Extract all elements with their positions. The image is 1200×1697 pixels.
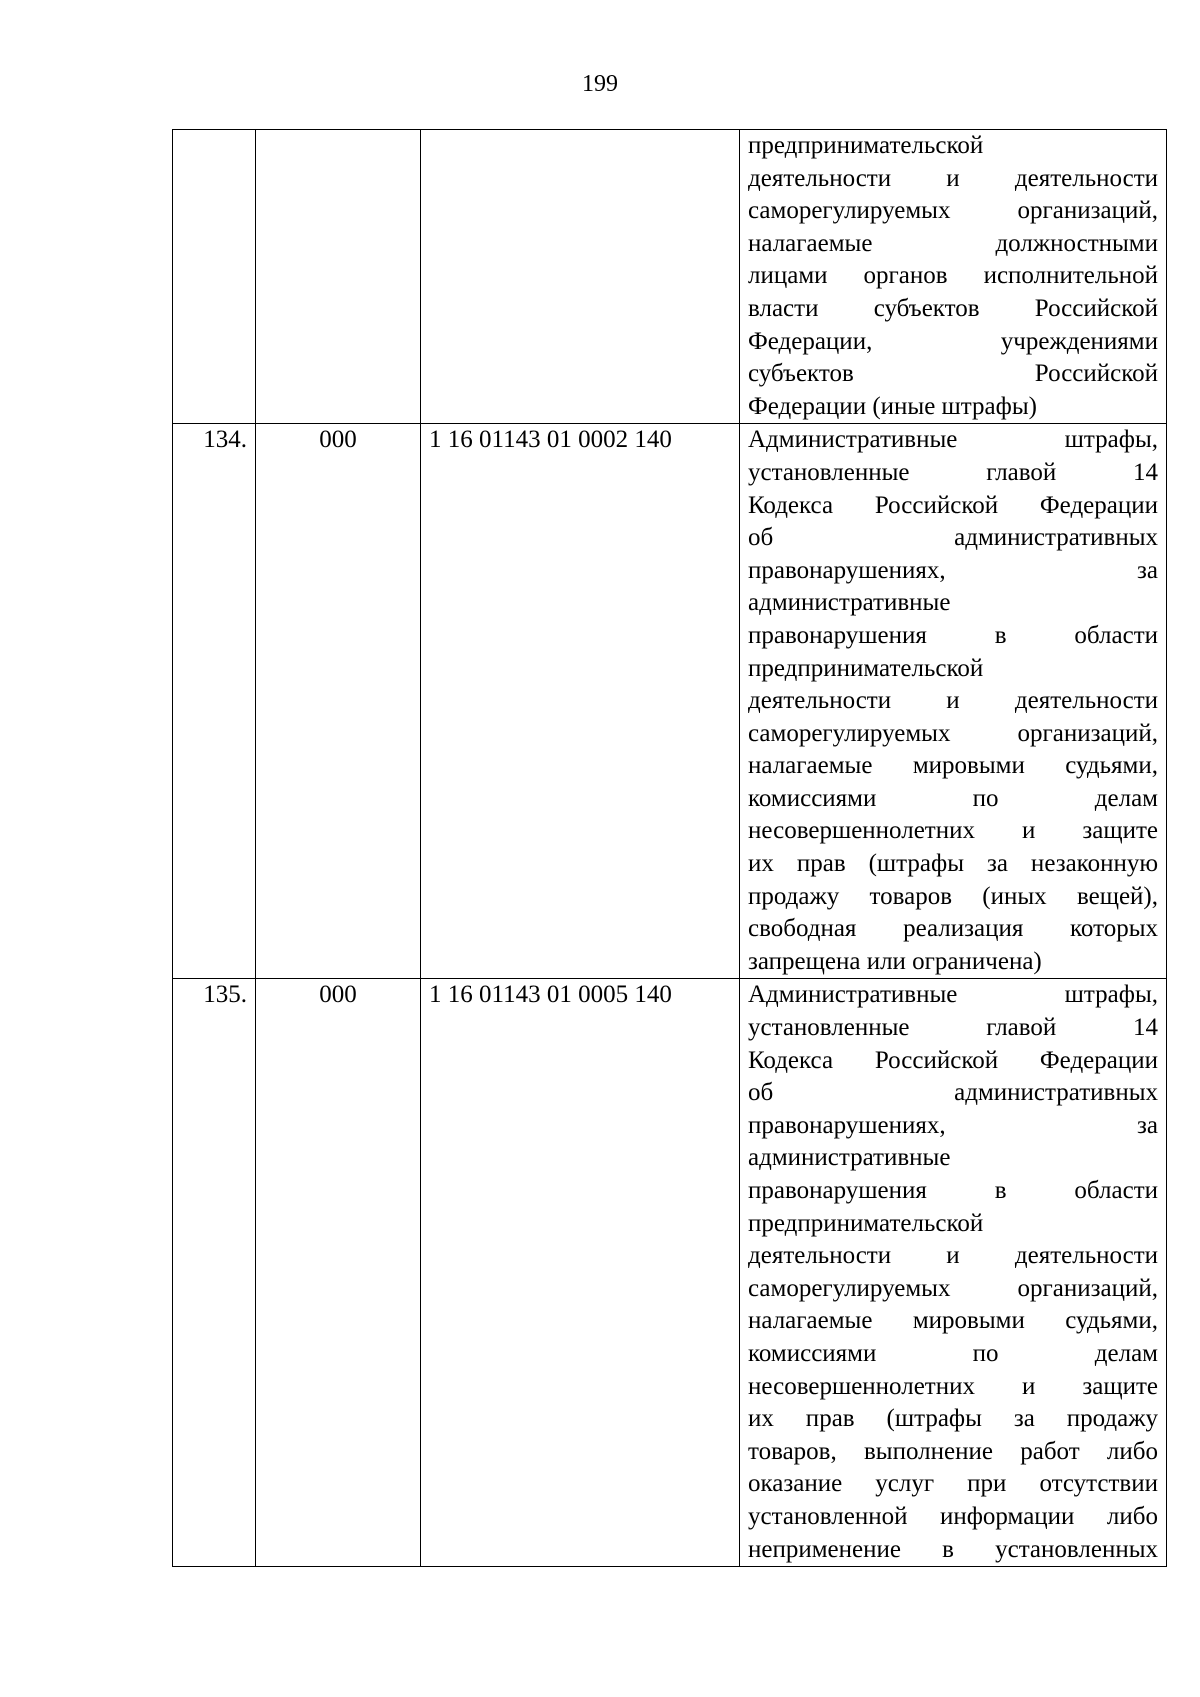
kbk-code-cell: 1 16 01143 01 0002 140	[421, 424, 740, 979]
description-line: саморегулируемых организаций,	[748, 719, 1158, 747]
description-line: запрещена или ограничена)	[748, 947, 1042, 975]
description-line: установленной информации либо	[748, 1502, 1158, 1530]
description-line: административные	[748, 1144, 951, 1172]
description-line: об административных	[748, 1079, 1158, 1107]
description-line: правонарушениях, за	[748, 1111, 1158, 1139]
description-line: установленные главой 14	[748, 1014, 1158, 1042]
description-line: продажу товаров (иных вещей),	[748, 882, 1158, 910]
admin-code-cell: 000	[256, 424, 421, 979]
description-line: предпринимательской	[748, 654, 984, 682]
table-row	[173, 424, 1167, 979]
description-line: Административные штрафы,	[748, 981, 1158, 1009]
description-line: Кодекса Российской Федерации	[748, 491, 1158, 519]
row-number-cell: 135.	[173, 979, 256, 1567]
description-line: их прав (штрафы за незаконную	[748, 850, 1158, 878]
description-line: Федерации (иные штрафы)	[748, 392, 1037, 420]
description-line: лицами органов исполнительной	[748, 262, 1158, 290]
description-line: налагаемые должностными	[748, 229, 1158, 257]
row-number-cell: 134.	[173, 424, 256, 979]
kbk-code-cell: 1 16 01143 01 0005 140	[421, 979, 740, 1567]
description-line: правонарушения в области	[748, 621, 1158, 649]
description-line: комиссиями по делам	[748, 784, 1158, 812]
admin-code-cell	[256, 130, 421, 424]
description-cell	[740, 424, 1167, 979]
description-line: деятельности и деятельности	[748, 687, 1158, 715]
description-line: несовершеннолетних и защите	[748, 817, 1158, 845]
description-line: налагаемые мировыми судьями,	[748, 1307, 1158, 1335]
page-number: 199	[582, 71, 618, 97]
budget-codes-table	[172, 129, 1167, 1567]
kbk-code-cell	[421, 130, 740, 424]
description-line: товаров, выполнение работ либо	[748, 1437, 1158, 1465]
description-line: Федерации, учреждениями	[748, 327, 1158, 355]
table-row	[173, 979, 1167, 1567]
description-line: административные	[748, 589, 951, 617]
description-line: деятельности и деятельности	[748, 164, 1158, 192]
table-body	[173, 130, 1167, 1567]
description-line: субъектов Российской	[748, 360, 1158, 388]
description-line: комиссиями по делам	[748, 1339, 1158, 1367]
description-cell	[740, 979, 1167, 1567]
description-line: предпринимательской	[748, 1209, 984, 1237]
description-line: правонарушениях, за	[748, 556, 1158, 584]
description-line: несовершеннолетних и защите	[748, 1372, 1158, 1400]
admin-code-cell: 000	[256, 979, 421, 1567]
description-cell	[740, 130, 1167, 424]
description-line: свободная реализация которых	[748, 915, 1158, 943]
description-line: Административные штрафы,	[748, 426, 1158, 454]
description-line: налагаемые мировыми судьями,	[748, 752, 1158, 780]
description-line: неприменение в установленных	[748, 1535, 1158, 1563]
description-line: деятельности и деятельности	[748, 1242, 1158, 1270]
row-number-cell	[173, 130, 256, 424]
description-line: власти субъектов Российской	[748, 294, 1158, 322]
table-row	[173, 130, 1167, 424]
description-line: саморегулируемых организаций,	[748, 1274, 1158, 1302]
description-line: правонарушения в области	[748, 1177, 1158, 1204]
description-line: саморегулируемых организаций,	[748, 197, 1158, 225]
description-line: установленные главой 14	[748, 458, 1158, 486]
description-line: предпринимательской	[748, 132, 984, 159]
description-line: их прав (штрафы за продажу	[748, 1405, 1158, 1433]
description-line: оказание услуг при отсутствии	[748, 1470, 1158, 1498]
description-line: Кодекса Российской Федерации	[748, 1046, 1158, 1074]
description-line: об административных	[748, 524, 1158, 552]
